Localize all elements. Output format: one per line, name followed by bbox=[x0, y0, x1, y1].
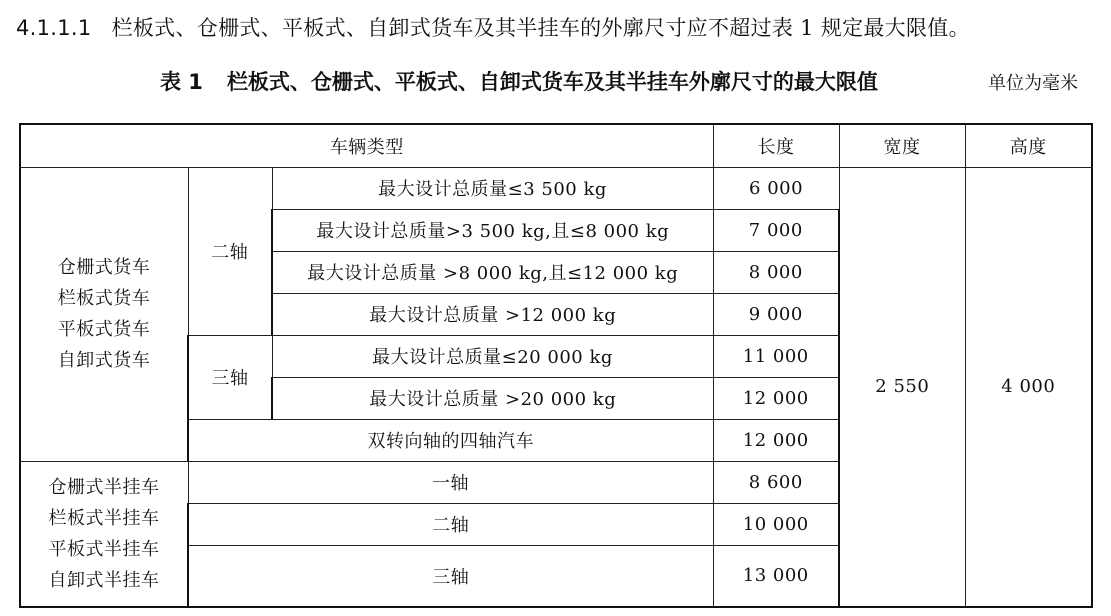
four-axle-label: 双转向轴的四轴汽车 bbox=[188, 419, 713, 461]
length-value: 13 000 bbox=[713, 545, 839, 607]
semitrailer-axle-label: 二轴 bbox=[188, 503, 713, 545]
clause-number: 4.1.1.1 bbox=[16, 16, 92, 40]
mass-condition: 最大设计总质量≤3 500 kg bbox=[272, 167, 713, 209]
mass-condition: 最大设计总质量 >12 000 kg bbox=[272, 293, 713, 335]
mass-condition: 最大设计总质量 >20 000 kg bbox=[272, 377, 713, 419]
header-width: 宽度 bbox=[839, 124, 965, 167]
width-value: 2 550 bbox=[839, 167, 965, 607]
truck-types-cell bbox=[20, 167, 188, 461]
header-vehicle-type: 车辆类型 bbox=[20, 124, 713, 167]
semitrailer-types-cell bbox=[20, 461, 188, 607]
length-value: 12 000 bbox=[713, 377, 839, 419]
length-value: 7 000 bbox=[713, 209, 839, 251]
length-value: 9 000 bbox=[713, 293, 839, 335]
table-header-row bbox=[20, 124, 1092, 167]
height-value: 4 000 bbox=[965, 167, 1092, 607]
clause-text: 栏板式、仓栅式、平板式、自卸式货车及其半挂车的外廓尺寸应不超过表 1 规定最大限值。 bbox=[111, 16, 970, 40]
table-unit: 单位为毫米 bbox=[988, 73, 1078, 94]
semitrailer-type: 自卸式半挂车 bbox=[48, 569, 160, 591]
mass-condition: 最大设计总质量>3 500 kg,且≤8 000 kg bbox=[272, 209, 713, 251]
table-row bbox=[20, 167, 1092, 209]
length-value: 8 000 bbox=[713, 251, 839, 293]
semitrailer-type: 栏板式半挂车 bbox=[48, 507, 160, 529]
truck-type: 仓栅式货车 bbox=[57, 257, 151, 278]
mass-condition: 最大设计总质量≤20 000 kg bbox=[272, 335, 713, 377]
length-value: 11 000 bbox=[713, 335, 839, 377]
two-axle-label: 二轴 bbox=[188, 167, 272, 335]
truck-type: 自卸式货车 bbox=[57, 350, 151, 371]
header-height: 高度 bbox=[965, 124, 1092, 167]
table-title: 栏板式、仓栅式、平板式、自卸式货车及其半挂车外廓尺寸的最大限值 bbox=[226, 70, 878, 94]
length-value: 8 600 bbox=[713, 461, 839, 503]
table-caption bbox=[160, 64, 878, 100]
table-number: 表 1 bbox=[160, 70, 203, 94]
mass-condition: 最大设计总质量 >8 000 kg,且≤12 000 kg bbox=[272, 251, 713, 293]
truck-type: 栏板式货车 bbox=[57, 288, 151, 309]
length-value: 6 000 bbox=[713, 167, 839, 209]
truck-type: 平板式货车 bbox=[57, 319, 151, 340]
semitrailer-type: 平板式半挂车 bbox=[48, 538, 160, 560]
semitrailer-type: 仓栅式半挂车 bbox=[48, 476, 160, 498]
dimension-limits-table bbox=[19, 123, 1093, 608]
semitrailer-axle-label: 一轴 bbox=[188, 461, 713, 503]
header-length: 长度 bbox=[713, 124, 839, 167]
clause-paragraph bbox=[16, 10, 970, 46]
length-value: 10 000 bbox=[713, 503, 839, 545]
three-axle-label: 三轴 bbox=[188, 335, 272, 419]
length-value: 12 000 bbox=[713, 419, 839, 461]
semitrailer-axle-label: 三轴 bbox=[188, 545, 713, 607]
